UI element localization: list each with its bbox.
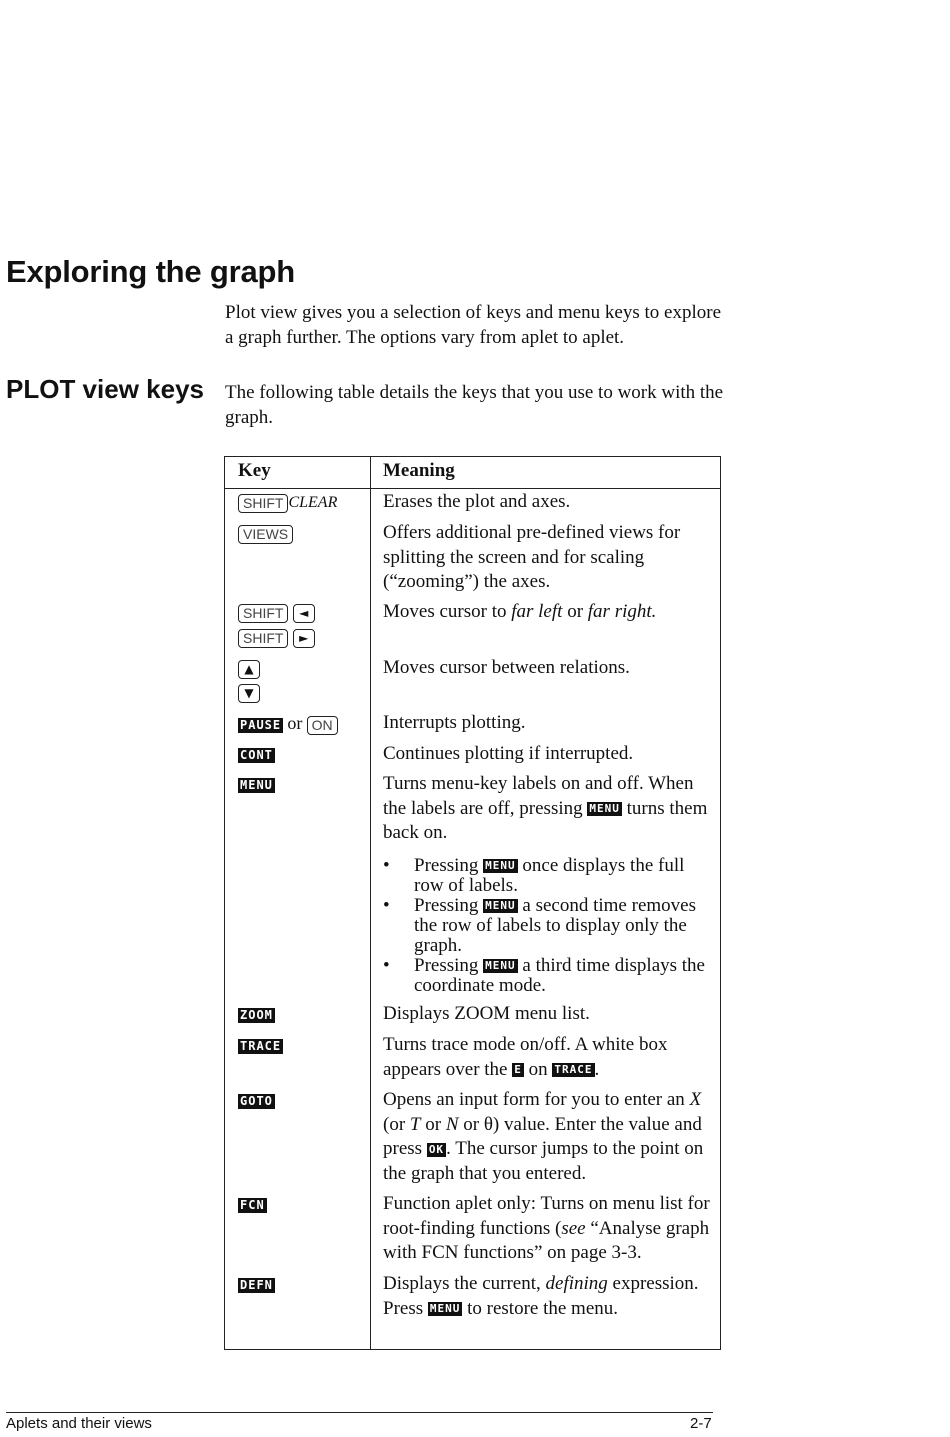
- goto-softkey: GOTO: [240, 1093, 273, 1108]
- down-arrow-icon: ▼: [238, 684, 260, 703]
- key-cell: [238, 1192, 368, 1216]
- list-item: • Pressing MENU a third time displays the coordinate mode.: [383, 956, 711, 996]
- views-key: VIEWS: [238, 525, 293, 544]
- key-cell: [238, 742, 368, 766]
- meaning-cell: Displays ZOOM menu list.: [383, 1003, 590, 1024]
- meaning-cell: Displays the current, defining expression. Press MENU to restore the menu.: [383, 1273, 699, 1319]
- clear-label: CLEAR: [288, 494, 338, 511]
- key-cell: [238, 1088, 368, 1112]
- section-heading: PLOT view keys: [6, 374, 204, 404]
- up-arrow-icon: ▲: [238, 660, 260, 679]
- page-title: Exploring the graph: [6, 254, 295, 289]
- key-cell: [238, 1002, 368, 1026]
- meaning-cell: Turns trace mode on/off. A white box appears over the E on TRACE .: [383, 1034, 668, 1080]
- key-cell: [238, 490, 368, 515]
- key-cell: [238, 600, 368, 650]
- meaning-cell: Moves cursor to far left or far right.: [383, 601, 657, 622]
- menu-bullet-list: [383, 856, 711, 996]
- meaning-cell: Offers additional pre-defined views for splitting the screen and for scaling (“zooming”) the axes.: [383, 522, 681, 592]
- menu-softkey: MENU: [485, 859, 516, 873]
- left-arrow-icon: ◄: [293, 604, 315, 623]
- menu-softkey: MENU: [429, 1302, 461, 1316]
- column-divider: [370, 457, 371, 1349]
- ok-softkey: OK: [428, 1142, 445, 1156]
- menu-softkey: MENU: [240, 777, 273, 792]
- trace-softkey: TRACE: [240, 1038, 282, 1053]
- shift-key: SHIFT: [238, 629, 288, 648]
- meaning-cell: Interrupts plotting.: [383, 712, 526, 733]
- meaning-cell: Erases the plot and axes.: [383, 491, 571, 512]
- intro-paragraph: Plot view gives you a selection of keys and menu keys to explore a graph further. The options vary from aplet to aplet.: [225, 302, 722, 348]
- zoom-softkey: ZOOM: [240, 1007, 273, 1022]
- right-arrow-icon: ►: [293, 629, 315, 648]
- header-divider: [225, 488, 720, 489]
- plot-view-keys-table: [224, 456, 721, 1350]
- key-cell: PAUSE or ON: [238, 711, 368, 736]
- shift-key: SHIFT: [238, 494, 288, 513]
- meaning-cell: Moves cursor between relations.: [383, 657, 630, 678]
- key-cell: [238, 1033, 368, 1057]
- key-cell: [238, 772, 368, 796]
- fcn-softkey: FCN: [240, 1197, 265, 1212]
- key-cell: [238, 521, 368, 545]
- column-header-key: Key: [238, 460, 271, 481]
- defn-softkey: DEFN: [240, 1277, 273, 1292]
- list-item: • Pressing MENU a second time removes the row of labels to display only the graph.: [383, 896, 711, 956]
- cont-softkey: CONT: [240, 747, 273, 762]
- key-cell: [238, 656, 368, 704]
- list-item: • Pressing MENU once displays the full row of labels.: [383, 856, 711, 896]
- section-intro: The following table details the keys that you use to work with the graph.: [225, 382, 724, 428]
- meaning-cell: Opens an input form for you to enter an X (or T or N or θ) value. Enter the value and press OK . The cursor jumps to the point on the graph that you entered.: [383, 1089, 704, 1184]
- menu-softkey: MENU: [485, 899, 516, 913]
- shift-key: SHIFT: [238, 604, 288, 623]
- on-key: ON: [307, 716, 338, 735]
- key-cell: [238, 1272, 368, 1296]
- footer-rule: [6, 1412, 713, 1413]
- menu-softkey: MENU: [485, 959, 516, 973]
- trace-softkey: TRACE: [554, 1063, 593, 1077]
- meaning-cell: Continues plotting if interrupted.: [383, 743, 634, 764]
- column-header-meaning: Meaning: [383, 460, 455, 481]
- meaning-cell: Function aplet only: Turns on menu list for root-finding functions (see “Analyse graph with FCN functions” on page 3-3.: [383, 1193, 710, 1263]
- meaning-cell: Turns menu-key labels on and off. When the labels are off, pressing MENU turns them back on. • Pressing MENU once displays the full row of labels. • Pressing MENU a second time removes the row of labels to display only the graph. • Pressing MENU a third time displays the coordinate mode.: [383, 772, 711, 996]
- footer-chapter: Aplets and their views: [6, 1415, 152, 1432]
- pause-softkey: PAUSE: [240, 717, 282, 732]
- page-number: 2-7: [690, 1415, 712, 1432]
- menu-softkey: MENU: [589, 802, 620, 816]
- cursor-box-icon: E: [514, 1063, 522, 1077]
